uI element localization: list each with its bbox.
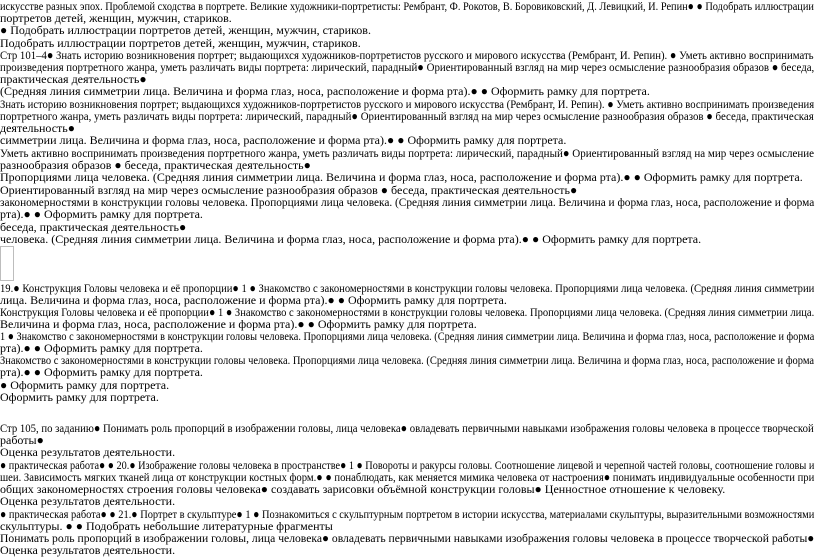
text-line: скульптуры. ● ● Подобрать небольшие литературные фрагменты bbox=[0, 519, 333, 533]
text-line: симметрии лица. Величина и форма глаз, носа, расположение и форма рта).● ● Оформить рамку для портрета. bbox=[0, 133, 567, 147]
text-line: рта).● ● Оформить рамку для портрета. bbox=[0, 365, 203, 379]
text-line: Знать историю возникновения портрет; выдающихся художников-портретистов русского и мирового искусства (Рембрант, И. Репин). ● Уметь активно воспринимать произведения bbox=[0, 97, 815, 111]
text-line: портретов детей, женщин, мужчин, стариков. bbox=[0, 11, 232, 25]
text-line: 1 ● Знакомство с закономерностями в конструкции головы человека. Пропорциями лица человека. (Средняя линия симметрии лица. Величина и форма глаз, носа, расположение и форма bbox=[0, 329, 815, 343]
text-line: человека. (Средняя линия симметрии лица. Величина и форма глаз, носа, расположение и форма рта).● ● Оформить рамку для портрета. bbox=[0, 232, 702, 246]
text-line: Стр 105, по заданию● Понимать роль пропорций в изображении головы, лица человека● овладевать первичными навыками изображения головы человека в процессе творческой bbox=[0, 421, 814, 435]
text-line: разнообразия образов ● беседа, практическая деятельность● bbox=[0, 158, 311, 172]
text-line: (Средняя линия симметрии лица. Величина и форма глаз, носа, расположение и форма рта).● ● Оформить рамку для портрета. bbox=[0, 84, 650, 98]
text-line: Оформить рамку для портрета. bbox=[0, 390, 159, 404]
text-line: шеи. Зависимость мягких тканей лица от конструкции костных форм.● ● понаблюдать, как меняется мимика человека от настроения● понимать индивидуальные особенности при bbox=[0, 470, 815, 484]
text-line: произведения портретного жанра, уметь различать виды портрета: лирический, парадный● Ориентированный взгляд на мир через осмысление разнообразия образов ● беседа, bbox=[0, 60, 815, 74]
text-line: беседа, практическая деятельность● bbox=[0, 220, 187, 234]
text-line: Понимать роль пропорций в изображении головы, лица человека● овладевать первичными навыками изображения головы человека в процессе творческой работы● bbox=[0, 531, 815, 545]
text-line: Оценка результатов деятельности. bbox=[0, 445, 176, 459]
text-line: ● Оформить рамку для портрета. bbox=[0, 378, 170, 392]
text-line: Пропорциями лица человека. (Средняя линия симметрии лица. Величина и форма глаз, носа, расположение и форма рта).● ● Оформить рамку для портрета. bbox=[0, 170, 803, 184]
text-line: Ориентированный взгляд на мир через осмысление разнообразия образов ● беседа, практическая деятельность● bbox=[0, 183, 578, 197]
text-line: портретного жанра, уметь различать виды портрета: лирический, парадный● Ориентированный взгляд на мир через осмысление разнообразия образов ● беседа, практическая bbox=[0, 109, 814, 123]
empty-table-cell-frame bbox=[0, 246, 14, 281]
text-line: закономерностями в конструкции головы человека. Пропорциями лица человека. (Средняя линия симметрии лица. Величина и форма глаз, носа, расположение и форма bbox=[0, 195, 815, 209]
text-line: ● практическая работа● ● 20.● Изображение головы человека в пространстве● 1 ● Повороты и ракурсы головы. Соотношение лицевой и черепной частей головы, соотношение головы и bbox=[0, 458, 815, 472]
text-line: деятельность● bbox=[0, 121, 75, 135]
text-line: Уметь активно воспринимать произведения портретного жанра, уметь различать виды портрета: лирический, парадный● Ориентированный взгляд на мир через осмысление bbox=[0, 146, 815, 160]
text-line: Стр 101–4● Знать историю возникновения портрет; выдающихся художников-портретистов русского и мирового искусства (Рембрант, И. Репин). ● Уметь активно воспринимать bbox=[0, 48, 814, 62]
text-line: искусстве разных эпох. Проблемой сходства в портрете. Великие художники-портретисты: Рембрант, Ф. Рокотов, В. Боровиковский, Д. Левицкий, И. Репин● ● Подобрать иллюстрации bbox=[0, 0, 814, 13]
text-line: общих закономерностях строения головы человека● создавать зарисовки объёмной конструкции головы● Ценностное отношение к человеку. bbox=[0, 482, 726, 496]
text-line: работы● bbox=[0, 433, 44, 447]
text-line: Подобрать иллюстрации портретов детей, женщин, мужчин, стариков. bbox=[0, 36, 361, 50]
text-line: рта).● ● Оформить рамку для портрета. bbox=[0, 341, 203, 355]
text-line: ● Подобрать иллюстрации портретов детей, женщин, мужчин, стариков. bbox=[0, 23, 371, 37]
text-line: ● практическая работа● ● 21.● Портрет в скульптуре● 1 ● Познакомиться с скульптурным портретом в истории искусства, материалами скульптуры, выразительными возможностями bbox=[0, 507, 815, 521]
text-line: лица. Величина и форма глаз, носа, расположение и форма рта).● ● Оформить рамку для портрета. bbox=[0, 293, 507, 307]
text-line: практическая деятельность● bbox=[0, 72, 147, 86]
text-line: Конструкция Головы человека и её пропорции● 1 ● Знакомство с закономерностями в конструкции головы человека. Пропорциями лица человека. (Средняя линия симметрии лица. bbox=[0, 305, 815, 319]
text-line: Величина и форма глаз, носа, расположение и форма рта).● ● Оформить рамку для портрета. bbox=[0, 317, 477, 331]
text-line: 19.● Конструкция Головы человека и её пропорции● 1 ● Знакомство с закономерностями в конструкции головы человека. Пропорциями лица человека. (Средняя линия симметрии bbox=[0, 281, 815, 295]
text-line: Оценка результатов деятельности. bbox=[0, 494, 176, 508]
text-line: Оценка результатов деятельности. bbox=[0, 543, 176, 557]
text-line: рта).● ● Оформить рамку для портрета. bbox=[0, 207, 203, 221]
text-line: Знакомство с закономерностями в конструкции головы человека. Пропорциями лица человека. (Средняя линия симметрии лица. Величина и форма глаз, носа, расположение и форма bbox=[0, 353, 815, 367]
